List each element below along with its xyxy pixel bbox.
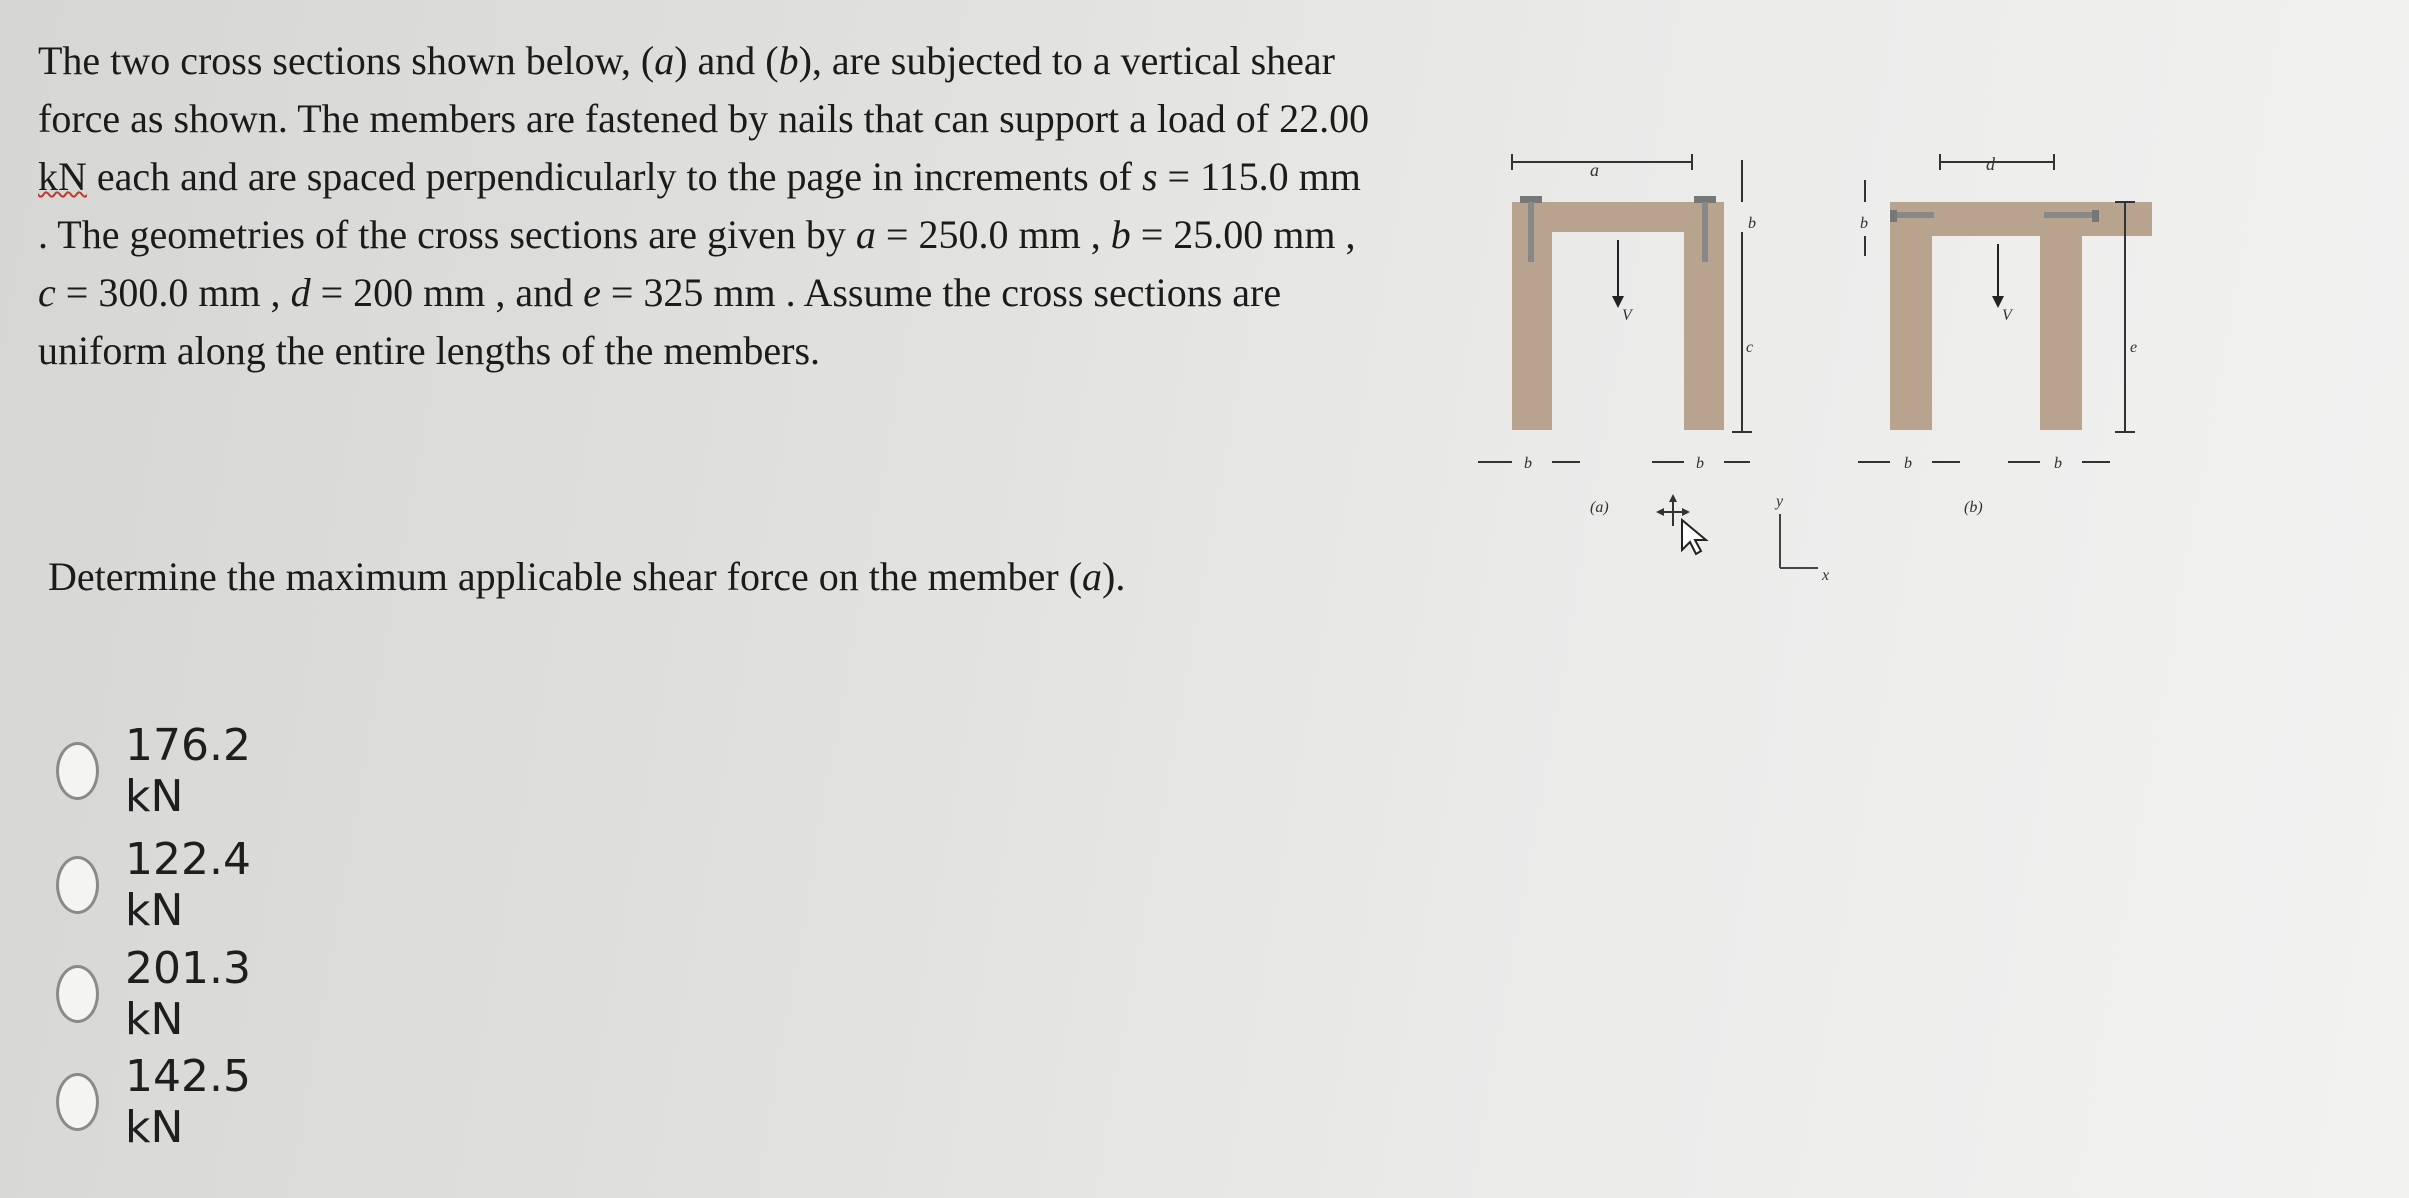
dim-b-left-b: b: [1904, 455, 1912, 472]
dim-d-label: d: [1986, 154, 1995, 174]
cross-section-figure: [1470, 140, 2230, 600]
radio-icon[interactable]: [56, 742, 99, 800]
option-label: 201.3 kN: [124, 943, 251, 1045]
radio-icon[interactable]: [56, 856, 99, 914]
dim-b-right-b: b: [2054, 455, 2062, 472]
dim-b-right-a: b: [1696, 455, 1704, 472]
option-4[interactable]: [56, 1051, 266, 1153]
axis-x-label: x: [1822, 567, 1830, 584]
prompt-text: Determine the maximum applicable shear force on the member (a).: [48, 554, 1126, 599]
caption-b: (b): [1964, 499, 1983, 516]
axes-icon: [1774, 493, 1829, 584]
radio-icon[interactable]: [56, 1073, 99, 1131]
radio-icon[interactable]: [56, 965, 99, 1023]
option-1[interactable]: [56, 720, 266, 822]
option-3[interactable]: [56, 943, 266, 1045]
section-a: [1478, 154, 1756, 516]
option-2[interactable]: [56, 834, 266, 936]
dim-b-label-a: b: [1748, 215, 1756, 232]
caption-a: (a): [1590, 499, 1609, 516]
spellcheck-underline: kN: [38, 154, 87, 199]
dim-a-label: a: [1590, 160, 1599, 180]
axis-y-label: y: [1776, 493, 1784, 510]
dim-e-label: e: [2130, 339, 2138, 356]
dim-b-left-a: b: [1524, 455, 1532, 472]
shear-label-b: V: [2002, 307, 2012, 324]
move-cursor-icon: [1656, 494, 1706, 554]
shear-label-a: V: [1622, 307, 1632, 324]
option-label: 176.2 kN: [124, 720, 251, 822]
dim-b-label-b: b: [1860, 215, 1868, 232]
option-label: 122.4 kN: [124, 834, 251, 936]
section-b: [1858, 154, 2152, 516]
question-text: The two cross sections shown below, (a) and (b), are subjected to a vertical shear force as shown. The members are fastened by nails that can support a load of 22.00 kN each and are spaced perpendicularly to the page in increments of s = 115.0 mm . The geometries of the cross sections are given by a = 250.0 mm , b = 25.00 mm , c = 300.0 mm , d = 200 mm , and e = 325 mm . Assume the cross sections are uniform along the entire lengths of the members.: [38, 38, 1370, 373]
option-label: 142.5 kN: [124, 1051, 251, 1153]
dim-c-label: c: [1746, 339, 1754, 356]
